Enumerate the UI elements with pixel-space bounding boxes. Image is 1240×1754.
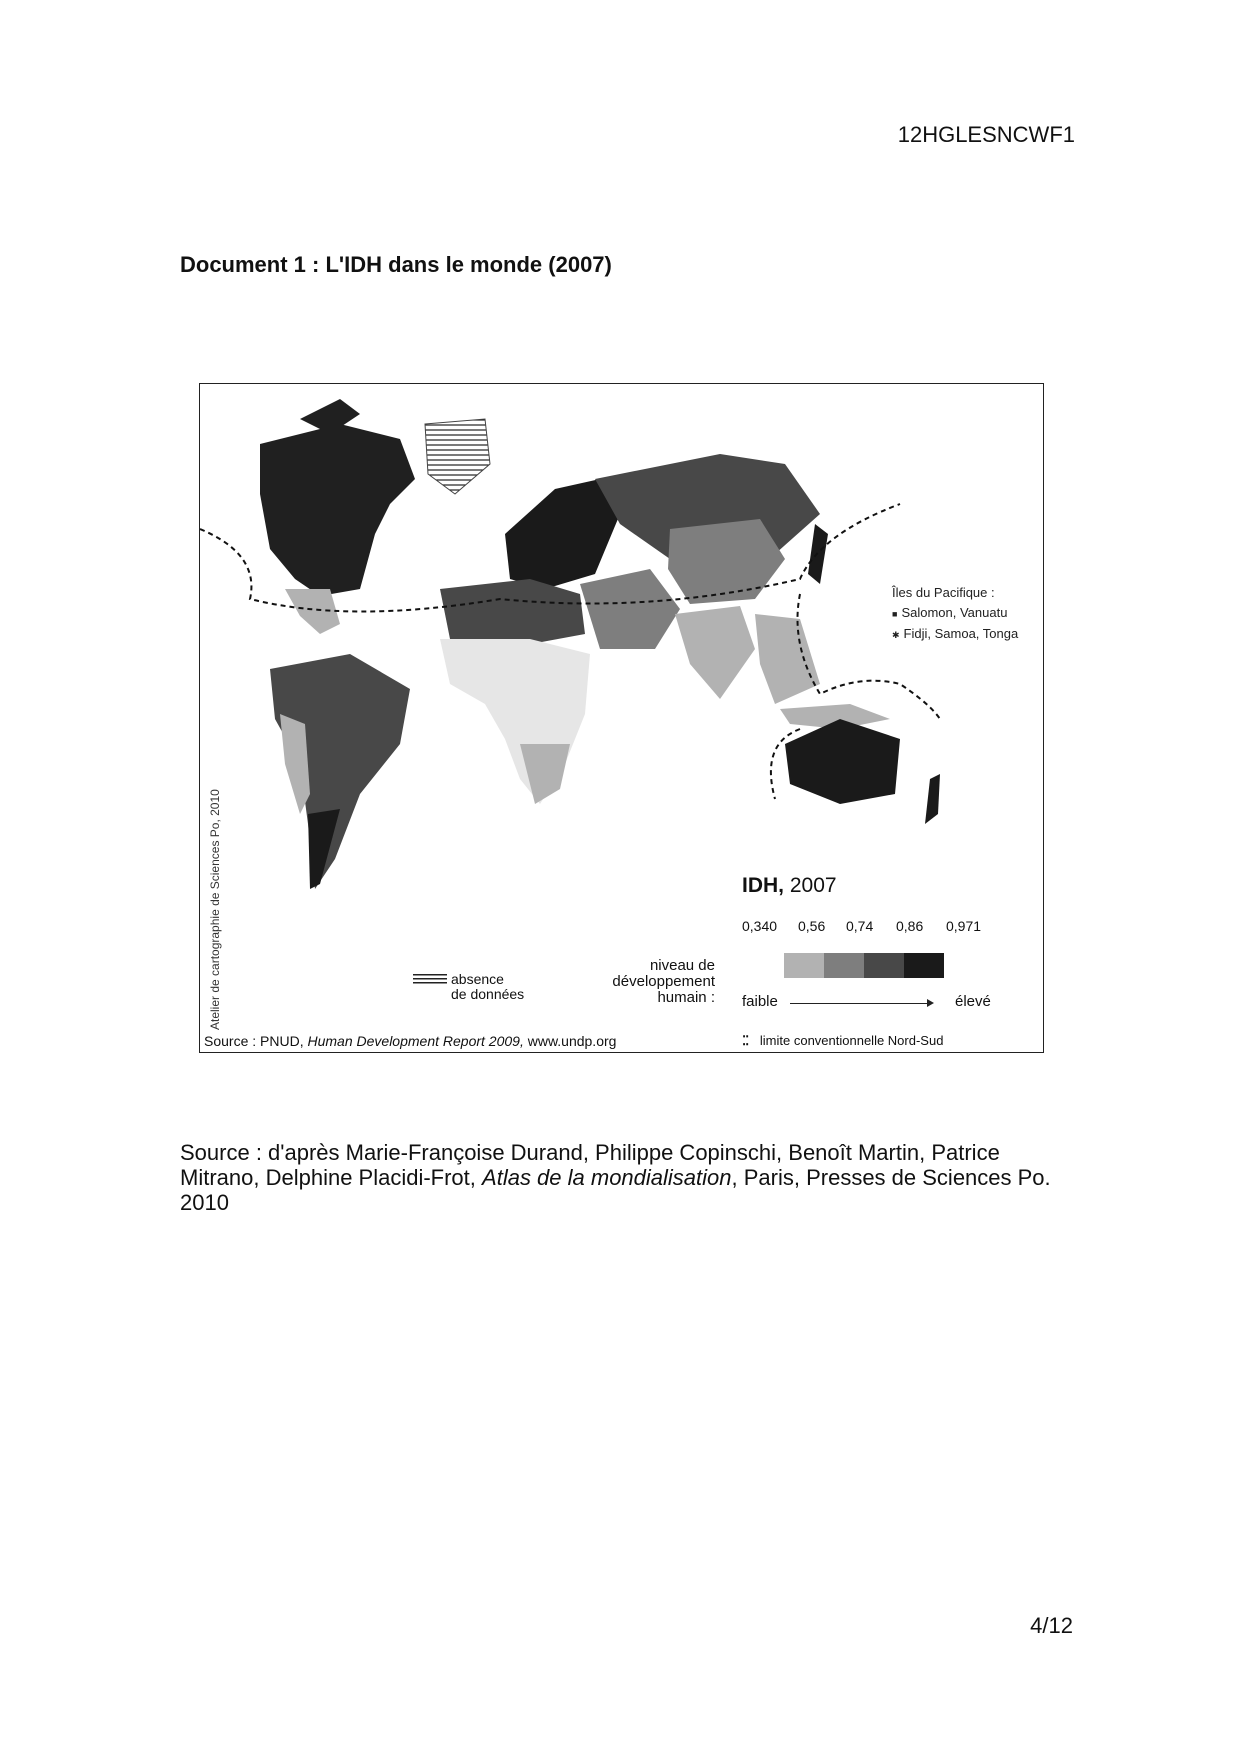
legend-arrow-icon [790,1003,930,1004]
square-marker-icon: ■ [892,609,898,619]
north-america-shape [260,424,415,596]
north-south-label: limite conventionnelle Nord-Sud [759,1033,944,1048]
pacific-islands-legend [892,583,1018,645]
map-source-title: Human Development Report 2009, [307,1033,524,1049]
legend-swatch-1 [784,953,824,978]
legend-tick-3: 0,86 [896,918,924,934]
europe-shape [505,479,620,589]
central-america-shape [285,589,340,634]
legend-tick-2: 0,74 [846,918,874,934]
africa-shape [440,639,590,804]
map-credit: Atelier de cartographie de Sciences Po, 2010 [208,789,222,1030]
legend-tick-0: 0,340 [742,918,778,934]
australia-shape [785,719,900,804]
no-data-line-1: absence [451,971,504,987]
southeast-asia-shape [755,614,820,704]
pacific-group-1 [892,603,1018,624]
southern-africa-shape [520,744,570,804]
map-source-prefix: Source : PNUD, [204,1033,304,1049]
no-data-line-2: de données [451,986,525,1002]
document-title: Document 1 : L'IDH dans le monde (2007) [180,252,612,277]
greenland-shape [425,419,490,494]
legend-tick-4: 0,971 [946,918,982,934]
legend-swatch-2 [824,953,864,978]
page-number: 4/12 [1030,1613,1073,1638]
china-shape [668,519,785,604]
legend-north-south [742,1033,943,1049]
pacific-group-2-label: Fidji, Samoa, Tonga [903,626,1019,641]
legend-swatch-3 [864,953,904,978]
legend-tick-1: 0,56 [798,918,826,934]
document-citation [180,1140,1080,1215]
document-code: 12HGLESNCWF1 [897,122,1075,147]
pacific-title: Îles du Pacifique : [892,585,995,600]
pacific-group-2 [892,624,1018,645]
legend-swatch-4 [904,953,944,978]
legend-year: 2007 [789,874,837,897]
legend-high-label: élevé [955,993,991,1010]
middle-east-shape [580,569,680,649]
legend-low-label: faible [742,993,778,1010]
legend-idh-label: IDH, [742,874,784,897]
map-source [204,1033,616,1049]
legend-level-label: niveau de développement humain : [612,957,715,1006]
map-source-url: www.undp.org [527,1033,617,1049]
south-asia-shape [675,606,755,699]
legend-title [742,874,837,898]
star-marker-icon: ✱ [892,630,900,640]
world-map-drawing [200,384,1042,1051]
north-africa-shape [440,579,585,646]
citation-book-title: Atlas de la mondialisation [482,1165,732,1190]
pacific-group-1-label: Salomon, Vanuatu [901,605,1008,620]
citation-suffix: , Paris, Presses de Sciences Po. 2010 [180,1165,1051,1215]
hatch-pattern-icon [413,974,447,986]
legend-no-data [413,972,524,1002]
dashed-line-icon: ⁚⁚ [742,1033,749,1048]
new-zealand-shape [925,774,940,824]
citation-prefix: Source : d'après Marie-Françoise Durand, Philippe Copinschi, Benoît Martin, Patrice Mitrano, Delphine Placidi-Frot, [180,1140,1000,1190]
